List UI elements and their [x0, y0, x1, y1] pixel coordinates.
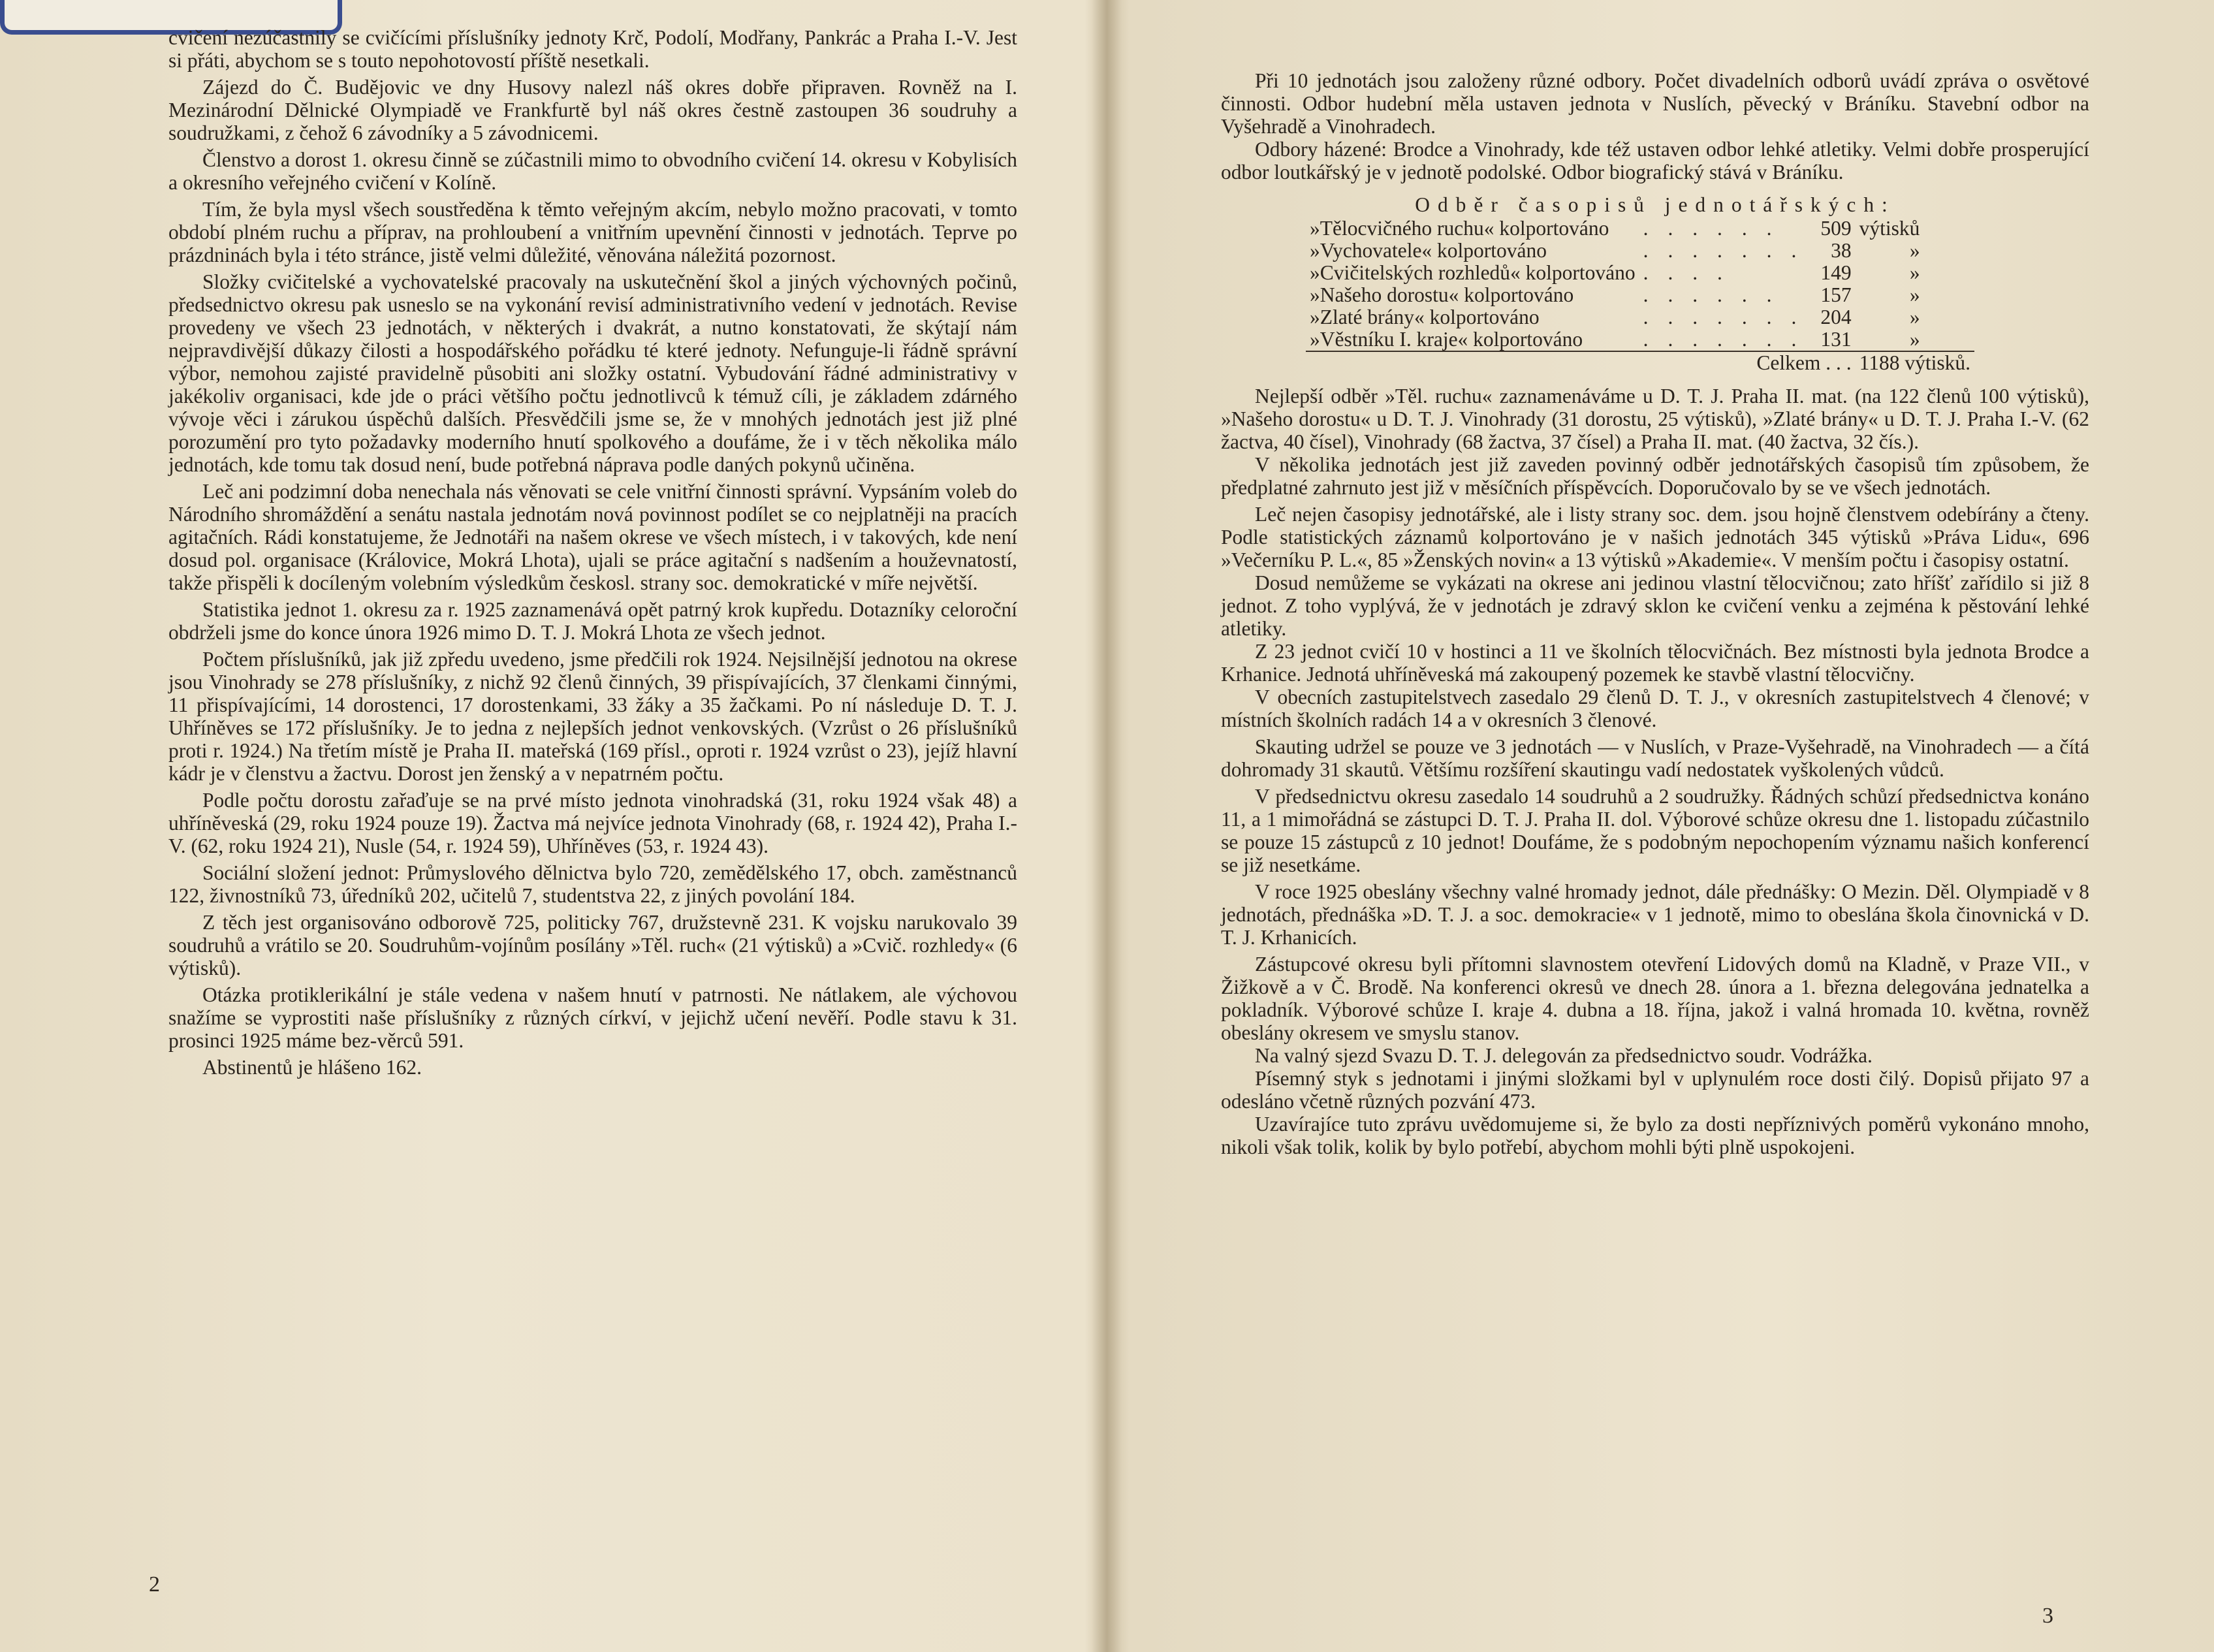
- paragraph: V několika jednotách jest již zaveden povinný odběr jednotářských časopisů tím způsobem, že předplatné zahrnuto jest již v měsíčních příspěvcích. Doporučovalo by se ve všech jednotách.: [1221, 453, 2089, 499]
- paragraph: Na valný sjezd Svazu D. T. J. delegován za předsednictvo soudr. Vodrážka.: [1255, 1044, 1873, 1067]
- page-number-left: 2: [149, 1572, 160, 1596]
- paragraph: Podle počtu dorostu zařaďuje se na prvé místo jednota vinohradská (31, roku 1924 však 48) a uhříněveská (29, roku 1924 pouze 19). Žactva má nejvíce jednota Vinohrady (68, r. 1924 42), Praha I.-V. (62, roku 1924 21), Nusle (54, r. 1924 59), Uhříněves (53, r. 1924 43).: [168, 789, 1017, 857]
- copies-unit: výtisků: [1859, 217, 1920, 240]
- periodicals-table: [1306, 217, 1974, 374]
- paragraph: Abstinentů je hlášeno 162.: [202, 1056, 422, 1079]
- periodical-name: »Vychovatele« kolportováno: [1310, 239, 1547, 262]
- copies-count: 131: [1820, 328, 1852, 351]
- paragraph: Dosud nemůžeme se vykázati na okrese ani jedinou vlastní tělocvičnou; zato hříšť zařídilo si již 8 jednot. Z toho vyplývá, že v jednotách je zdravý sklon ke cvičení venku a zejména k pěstování lehké atletiky.: [1221, 571, 2089, 640]
- copies-unit: »: [1909, 283, 1920, 306]
- table-row: [1306, 262, 1974, 284]
- copies-count: 149: [1820, 261, 1852, 284]
- paragraph: V obecních zastupitelstvech zasedalo 29 členů D. T. J., v okresních zastupitelstvech 4 členové; v místních školních radách 14 a v okresních 3 členové.: [1221, 686, 2089, 731]
- periodical-name: »Věstníku I. kraje« kolportováno: [1310, 328, 1583, 351]
- leader-dots: . . . . . .: [1643, 217, 1779, 240]
- paragraph: Zájezd do Č. Budějovic ve dny Husovy nalezl náš okres dobře připraven. Rovněž na I. Mezinárodní Dělnické Olympiadě ve Frankfurtě byl náš okres čestně zastoupen 36 soudruhy a soudružkami, z čehož 6 závodníky a 5 závodnicemi.: [168, 76, 1017, 144]
- leader-dots: . . . . . . .: [1643, 328, 1804, 351]
- periodical-name: »Tělocvičného ruchu« kolportováno: [1310, 217, 1609, 240]
- table-row: [1306, 306, 1974, 328]
- paragraph: Při 10 jednotách jsou založeny různé odbory. Počet divadelních odborů uvádí zpráva o osvětové činnosti. Odbor hudební měla ustaven jednota v Nuslích, pěvecký v Bráníku. Stavební odbor na Vyšehradě a Vinohradech.: [1221, 69, 2089, 138]
- leader-dots: . . . .: [1643, 261, 1730, 284]
- paragraph: Složky cvičitelské a vychovatelské pracovaly na uskutečnění škol a jiných výchovných počinů, předsednictvo okresu pak usneslo se na vykonání revisí administrativního vedení v jednotách. Revise provedeny ve všech 23 jednotách, v některých i dvakrát, a nutno konstatovati, že skýtají nám nejpravdivější důkazy čilosti a hospodářského pořádku té které jednoty. Nefunguje-li řádně správní výbor, nemohou zajisté pravidelně působiti ani složky ostatní. Vybudování řádné administrativy v jakékoliv organisaci, kde jde o práci většího počtu jednotlivců k témuž cíli, je základem zdárného vývoje věci i zárukou úspěchů dalších. Přesvědčili jsme se, že v mnohých jednotách jest již plné porozumění pro tyto požadavky moderního hnutí spolkového a doufáme, že i v těch několika málo jednotách, kde tomu tak dosud není, bude potřebná náprava podle daných pokynů učiněna.: [168, 270, 1017, 476]
- periodical-name: »Našeho dorostu« kolportováno: [1310, 283, 1574, 306]
- periodical-name: »Zlaté brány« kolportováno: [1310, 306, 1540, 328]
- table-row: [1306, 284, 1974, 306]
- paragraph: Zástupcové okresu byli přítomni slavnostem otevření Lidových domů na Kladně, v Praze VII., v Žižkově a v Č. Brodě. Na konferenci okresů ve dnech 28. února a 1. března delegována jednatelka a pokladník. Výborové schůze I. kraje 4. dubna a 18. října, jakož i valná hromada 10. května, rovněž obeslány okresem ve smyslu stanov.: [1221, 953, 2089, 1044]
- paragraph: Leč nejen časopisy jednotářské, ale i listy strany soc. dem. jsou hojně členstvem odebírány a čteny. Podle statistických záznamů kolportováno je v našich jednotách 345 výtisků »Práva Lidu«, 696 »Večerníku P. L.«, 85 »Ženských novin« a 13 výtisků »Akademie«. V menším počtu i časopisy ostatní.: [1221, 503, 2089, 571]
- total-label: Celkem . . .: [1639, 351, 1856, 374]
- copies-count: 509: [1820, 217, 1852, 240]
- paragraph: Uzavírajíce tuto zprávu uvědomujeme si, že bylo za dosti nepříznivých poměrů vykonáno mnoho, nikoli však tolik, kolik by bylo potřebí, abychom mohli býti plně uspokojeni.: [1221, 1113, 2089, 1158]
- copies-unit: »: [1909, 261, 1920, 284]
- table-row: [1306, 240, 1974, 262]
- copies-count: 157: [1820, 283, 1852, 306]
- paragraph: Otázka protiklerikální je stále vedena v našem hnutí v patrnosti. Ne nátlakem, ale výchovou snažíme se vyprostiti naše příslušníky z různých církví, v jejichž učení nevěří. Podle stavu k 31. prosinci 1925 máme bez-věrců 591.: [168, 983, 1017, 1052]
- table-title: Odběr časopisů jednotářských:: [1415, 193, 1895, 216]
- leader-dots: . . . . . . .: [1643, 239, 1804, 262]
- total-value: 1188 výtisků.: [1856, 351, 1974, 374]
- paragraph: Nejlepší odběr »Těl. ruchu« zaznamenáváme u D. T. J. Praha II. mat. (na 122 členů 100 výtisků), »Našeho dorostu« u D. T. J. Vinohrady (31 dorostu, 25 výtisků), »Zlaté brány« u D. T. J. Praha I.-V. (62 žactva, 40 čísel), Vinohrady (68 žactva, 37 čísel) a Praha II. mat. (40 žactva, 32 čís.).: [1221, 385, 2089, 453]
- paragraph: Písemný styk s jednotami i jinými složkami byl v uplynulém roce dosti čilý. Dopisů přijato 97 a odesláno včetně různých pozvání 473.: [1221, 1067, 2089, 1113]
- paragraph: Tím, že byla mysl všech soustředěna k těmto veřejným akcím, nebylo možno pracovati, v tomto období plném ruchu a příprav, na prohloubení a vnitřním upevnění činnosti v jednotách. Teprve po prázdninách byla i této stránce, jistě velmi důležité, věnována náležitá pozornost.: [168, 198, 1017, 266]
- right-page: [1221, 69, 2089, 1158]
- leader-dots: . . . . . . .: [1643, 306, 1804, 328]
- book-fold: [1092, 0, 1122, 1652]
- table-row: [1306, 328, 1974, 351]
- paragraph: Skauting udržel se pouze ve 3 jednotách — v Nuslích, v Praze-Vyšehradě, na Vinohradech — a čítá dohromady 31 skautů. Většímu rozšíření skautingu vadí nedostatek vyškolených vůdců.: [1221, 735, 2089, 781]
- table-total-row: [1306, 351, 1974, 374]
- page-number-right: 3: [2042, 1604, 2053, 1628]
- copies-count: 204: [1820, 306, 1852, 328]
- paragraph: cvičení nezúčastnily se cvičícími příslušníky jednoty Krč, Podolí, Modřany, Pankrác a Praha I.-V. Jest si přáti, abychom se s touto nepohotovostí příště nesetkali.: [168, 26, 1017, 72]
- left-page: [168, 26, 1017, 1079]
- paragraph: Statistika jednot 1. okresu za r. 1925 zaznamenává opět patrný krok kupředu. Dotazníky celoroční obdrželi jsme do konce února 1926 mimo D. T. J. Mokrá Lhota ze všech jednot.: [168, 598, 1017, 644]
- copies-unit: »: [1909, 328, 1920, 351]
- paragraph: V roce 1925 obeslány všechny valné hromady jednot, dále přednášky: O Mezin. Děl. Olympiadě v 8 jednotách, přednáška »D. T. J. a soc. demokracie« v 1 jednotě, mimo to obeslána škola činovnická v D. T. J. Krhanicích.: [1221, 880, 2089, 949]
- copies-unit: »: [1909, 306, 1920, 328]
- table-row: [1306, 217, 1974, 240]
- paragraph: Odbory házené: Brodce a Vinohrady, kde též ustaven odbor lehké atletiky. Velmi dobře prosperující odbor loutkářský je v jednotě podolské. Odbor biografický stává v Bráníku.: [1221, 138, 2089, 183]
- paragraph: V předsednictvu okresu zasedalo 14 soudruhů a 2 soudružky. Řádných schůzí předsednictva konáno 11, a 1 mimořádná se zástupci D. T. J. Praha II. dol. Výborové schůze okresu dne 1. listopadu zúčastnilo se pouze 15 zástupců z 10 jednot! Doufáme, že s podobným nepochopením významu našich konferencí se již nesetkáme.: [1221, 785, 2089, 876]
- periodical-name: »Cvičitelských rozhledů« kolportováno: [1310, 261, 1636, 284]
- paragraph: Počtem příslušníků, jak již zpředu uvedeno, jsme předčili rok 1924. Nejsilnější jednotou na okrese jsou Vinohrady se 278 příslušníky, z nichž 92 členů činných, 39 přispívajících, 37 členkami činnými, 11 přispívajícími, 14 dorostenci, 17 dorostenkami, 33 žáky a 35 žačkami. Po ní následuje D. T. J. Uhříněves se 172 příslušníky. Je to jedna z nejlepších jednot venkovských. (Vzrůst o 26 příslušníků proti r. 1924.) Na třetím místě je Praha II. mateřská (169 přísl., oproti r. 1924 vzrůst o 23), jejíž hlavní kádr je v členstvu a žactvu. Dorost jen ženský a v nepatrném počtu.: [168, 648, 1017, 785]
- copies-count: 38: [1831, 239, 1852, 262]
- paragraph: Leč ani podzimní doba nenechala nás věnovati se cele vnitřní činnosti správní. Vypsáním voleb do Národního shromáždění a senátu nastala jednotám nová povinnost podílet se co nejplatněji na pracích agitačních. Rádi konstatujeme, že Jednotáři na našem okrese ve všech místech, i v takových, kde není dosud pol. organisace (Královice, Mokrá Lhota), ujali se práce agitační s nadšením a houževnatostí, takže přispěli k docíleným volebním výsledkům českosl. strany soc. demokratické v míře největší.: [168, 480, 1017, 594]
- paragraph: Z těch jest organisováno odborově 725, politicky 767, družstevně 231. K vojsku narukovalo 39 soudruhů a vrátilo se 20. Soudruhům-vojínům posílány »Těl. ruch« (21 výtisků) a »Cvič. rozhledy« (6 výtisků).: [168, 911, 1017, 979]
- paragraph: Členstvo a dorost 1. okresu činně se zúčastnili mimo to obvodního cvičení 14. okresu v Kobylisích a okresního veřejného cvičení v Kolíně.: [168, 148, 1017, 194]
- paragraph: Sociální složení jednot: Průmyslového dělnictva bylo 720, zemědělského 17, obch. zaměstnanců 122, živnostníků 73, úředníků 202, učitelů 7, studentstva 22, z jiných povolání 184.: [168, 861, 1017, 907]
- leader-dots: . . . . . .: [1643, 283, 1779, 306]
- paragraph: Z 23 jednot cvičí 10 v hostinci a 11 ve školních tělocvičnách. Bez místnosti byla jednota Brodce a Krhanice. Jednotá uhříněveská má zakoupený pozemek ke stavbě vlastní tělocvičny.: [1221, 640, 2089, 686]
- copies-unit: »: [1909, 239, 1920, 262]
